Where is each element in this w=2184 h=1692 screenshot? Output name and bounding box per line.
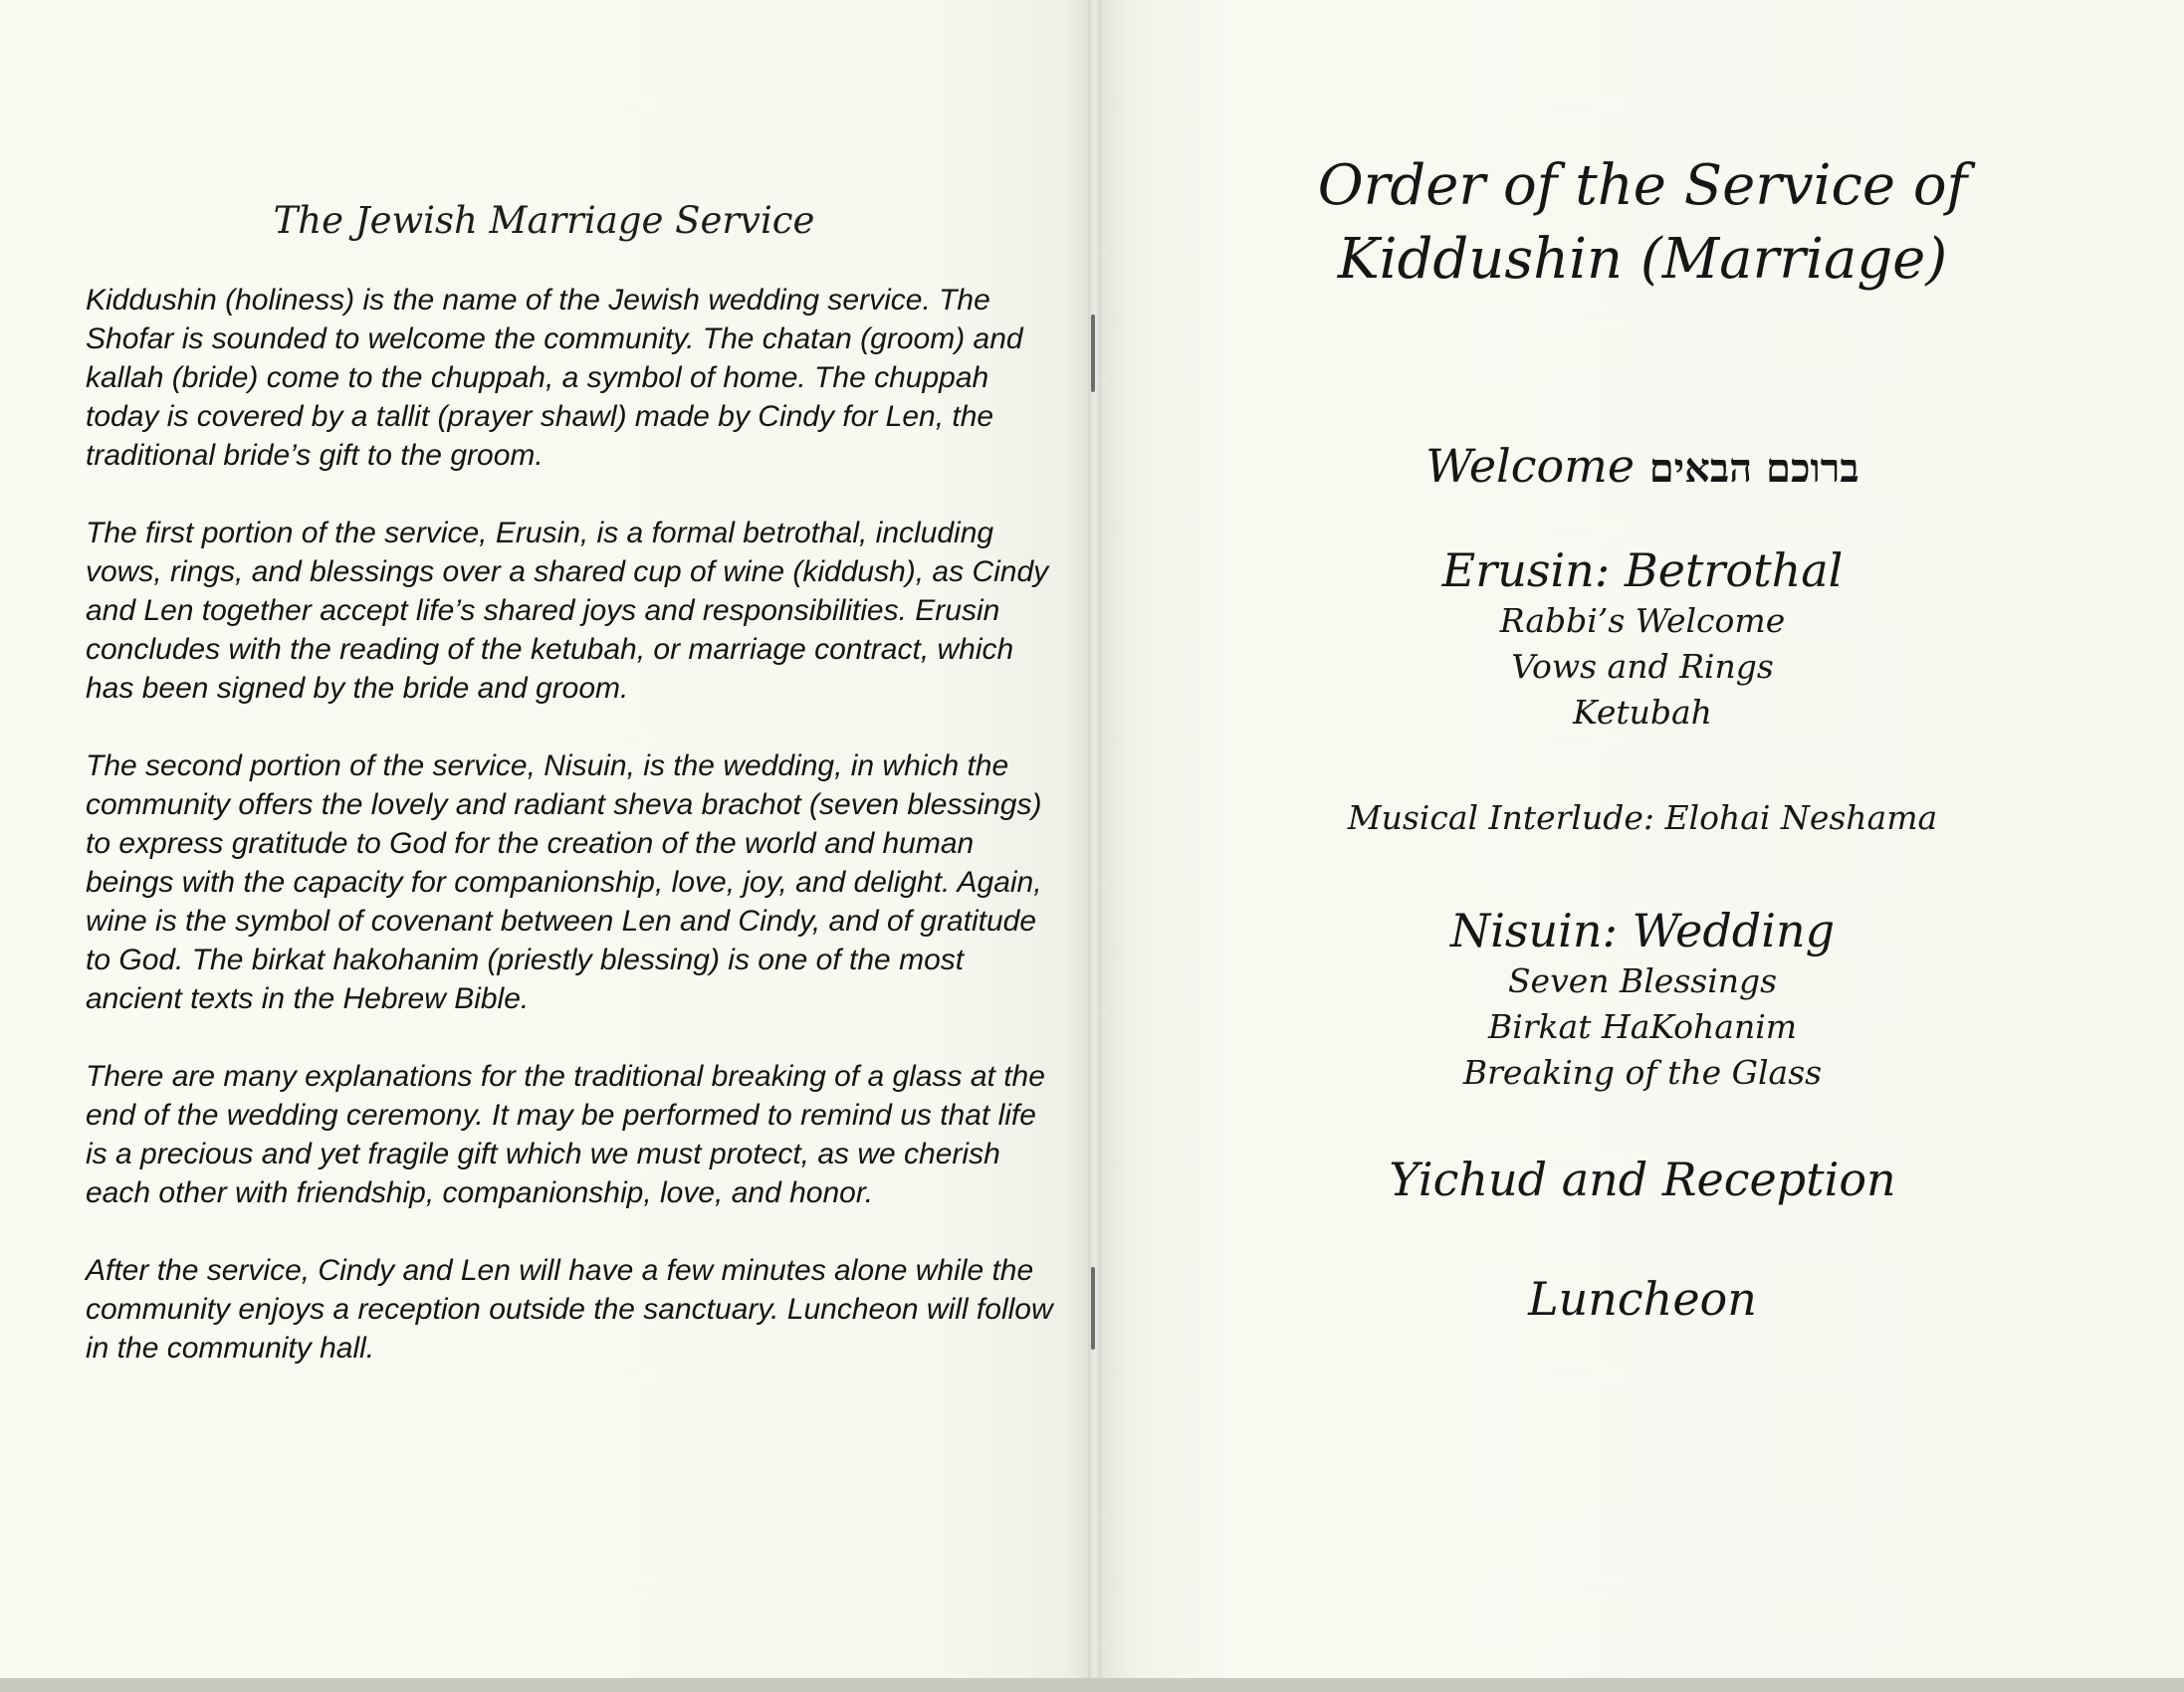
scan-edge bbox=[0, 1678, 2184, 1692]
erusin-item: Vows and Rings bbox=[1511, 647, 1774, 686]
paragraph-breaking-glass: There are many explanations for the traditional breaking of a glass at the end of the wedding ceremony. It may be performed to remind us that life is a precious and yet fragile gift which we must protect, as we cherish each other with friendship, companionship, love, and honor. bbox=[86, 1060, 1045, 1209]
order-of-service bbox=[1101, 149, 2184, 1327]
musical-interlude: Musical Interlude: Elohai Neshama bbox=[1347, 798, 1938, 837]
nisuin-item: Breaking of the Glass bbox=[1462, 1053, 1823, 1092]
yichud-heading: Yichud and Reception bbox=[1389, 1153, 1896, 1206]
erusin-item: Ketubah bbox=[1573, 693, 1712, 732]
paragraph-nisuin: The second portion of the service, Nisuin, is the wedding, in which the community offers the lovely and radiant sheva brachot (seven blessings) to express gratitude to God for the creation of the world and human beings with the capacity for companionship, love, joy, and delight. Again, wine is the symbol of covenant between Len and Cindy, and of gratitude to God. The birkat hakohanim (priestly blessing) is one of the most ancient texts in the Hebrew Bible. bbox=[86, 749, 1042, 1015]
nisuin-heading: Nisuin: Wedding bbox=[1449, 904, 1836, 957]
order-title-line-2: Kiddushin (Marriage) bbox=[1337, 227, 1948, 292]
welcome-label: Welcome bbox=[1425, 439, 1636, 493]
staple-top bbox=[1091, 315, 1095, 392]
paragraph-after-service: After the service, Cindy and Len will have a few minutes alone while the community enjoys a reception outside the sanctuary. Luncheon will follow in the community hall. bbox=[86, 1254, 1053, 1365]
nisuin-item: Seven Blessings bbox=[1507, 961, 1778, 1000]
order-title-line-1: Order of the Service of bbox=[1317, 153, 1968, 218]
welcome-hebrew: ברוכם הבאים bbox=[1648, 445, 1859, 492]
paragraph-kiddushin: Kiddushin (holiness) is the name of the Jewish wedding service. The Shofar is sounded to welcome the community. The chatan (groom) and kallah (bride) come to the chuppah, a symbol of home. The chuppah today is covered by a tallit (prayer shawl) made by Cindy for Len, the traditional bride’s gift to the groom. bbox=[86, 284, 1023, 472]
luncheon-heading: Luncheon bbox=[1528, 1272, 1757, 1326]
nisuin-item: Birkat HaKohanim bbox=[1487, 1007, 1798, 1046]
paragraph-erusin: The first portion of the service, Erusin, is a formal betrothal, including vows, rings, and blessings over a shared cup of wine (kiddush), as Cindy and Len together accept life’s shared joys and responsibilities. Erusin concludes with the reading of the ketubah, or marriage contract, which has been signed by the bride and groom. bbox=[86, 517, 1049, 705]
left-page-body bbox=[86, 281, 1061, 1406]
left-page-title: The Jewish Marriage Service bbox=[273, 199, 815, 242]
erusin-heading: Erusin: Betrothal bbox=[1441, 543, 1844, 597]
welcome-heading bbox=[1101, 438, 2184, 497]
staple-bottom bbox=[1091, 1267, 1095, 1350]
page-gutter bbox=[1088, 0, 1101, 1692]
erusin-item: Rabbi’s Welcome bbox=[1499, 601, 1786, 640]
